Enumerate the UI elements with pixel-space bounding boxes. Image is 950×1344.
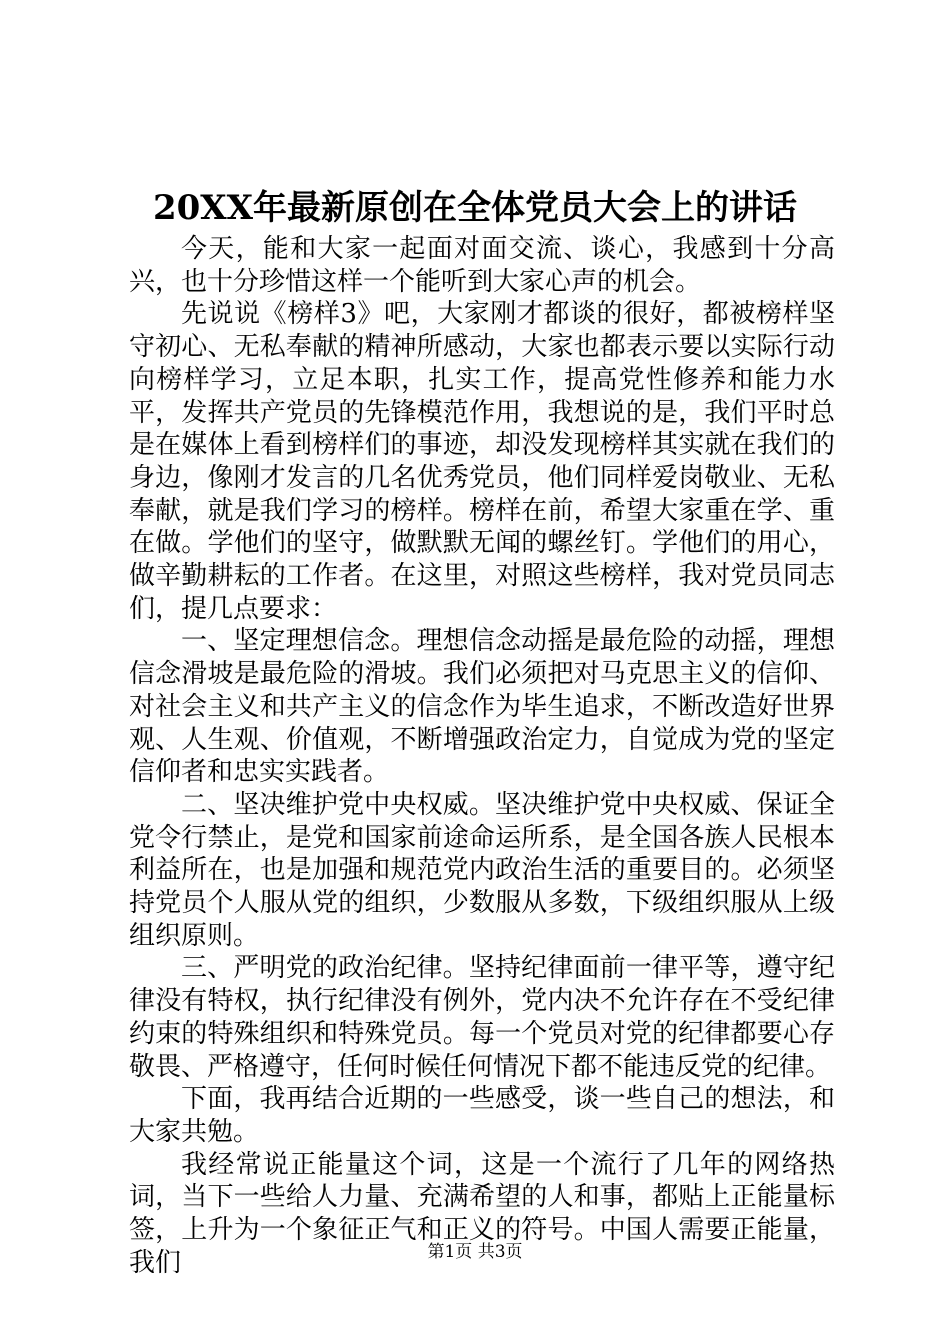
paragraph-point-two: 二、坚决维护党中央权威。坚决维护党中央权威、保证全党令行禁止，是党和国家前途命运所系，是全国各族人民根本利益所在，也是加强和规范党内政治生活的重要目的。必须坚持党员个人服从党的组织，少数服从多数，下级组织服从上级组织原则。 — [129, 789, 835, 951]
page-number-footer: 第1页 共3页 — [427, 1242, 523, 1262]
paragraph-transition: 下面，我再结合近期的一些感受，谈一些自己的想法，和大家共勉。 — [129, 1084, 835, 1147]
document-body — [129, 233, 835, 1280]
paragraph-role-models: 先说说《榜样3》吧，大家刚才都谈的很好，都被榜样坚守初心、无私奉献的精神所感动，大家也都表示要以实际行动向榜样学习，立足本职，扎实工作，提高党性修养和能力水平，发挥共产党员的先锋模范作用，我想说的是，我们平时总是在媒体上看到榜样们的事迹，却没发现榜样其实就在我们的身边，像刚才发言的几名优秀党员，他们同样爱岗敬业、无私奉献，就是我们学习的榜样。榜样在前，希望大家重在学、重在做。学他们的坚守，做默默无闻的螺丝钉。学他们的用心，做辛勤耕耘的工作者。在这里，对照这些榜样，我对党员同志们，提几点要求： — [129, 299, 835, 624]
paragraph-positive-energy: 我经常说正能量这个词，这是一个流行了几年的网络热词，当下一些给人力量、充满希望的人和事，都贴上正能量标签，上升为一个象征正气和正义的符号。中国人需要正能量，我们 — [129, 1149, 835, 1278]
document-title: 20XX年最新原创在全体党员大会上的讲话 — [152, 188, 798, 228]
paragraph-opening: 今天，能和大家一起面对面交流、谈心，我感到十分高兴，也十分珍惜这样一个能听到大家心声的机会。 — [129, 234, 835, 297]
paragraph-point-one: 一、坚定理想信念。理想信念动摇是最危险的动摇，理想信念滑坡是最危险的滑坡。我们必须把对马克思主义的信仰、对社会主义和共产主义的信念作为毕生追求，不断改造好世界观、人生观、价值观，不断增强政治定力，自觉成为党的坚定信仰者和忠实实践者。 — [129, 626, 835, 788]
paragraph-point-three: 三、严明党的政治纪律。坚持纪律面前一律平等，遵守纪律没有特权，执行纪律没有例外，党内决不允许存在不受纪律约束的特殊组织和特殊党员。每一个党员对党的纪律都要心存敬畏、严格遵守，任何时候任何情况下都不能违反党的纪律。 — [129, 953, 835, 1082]
